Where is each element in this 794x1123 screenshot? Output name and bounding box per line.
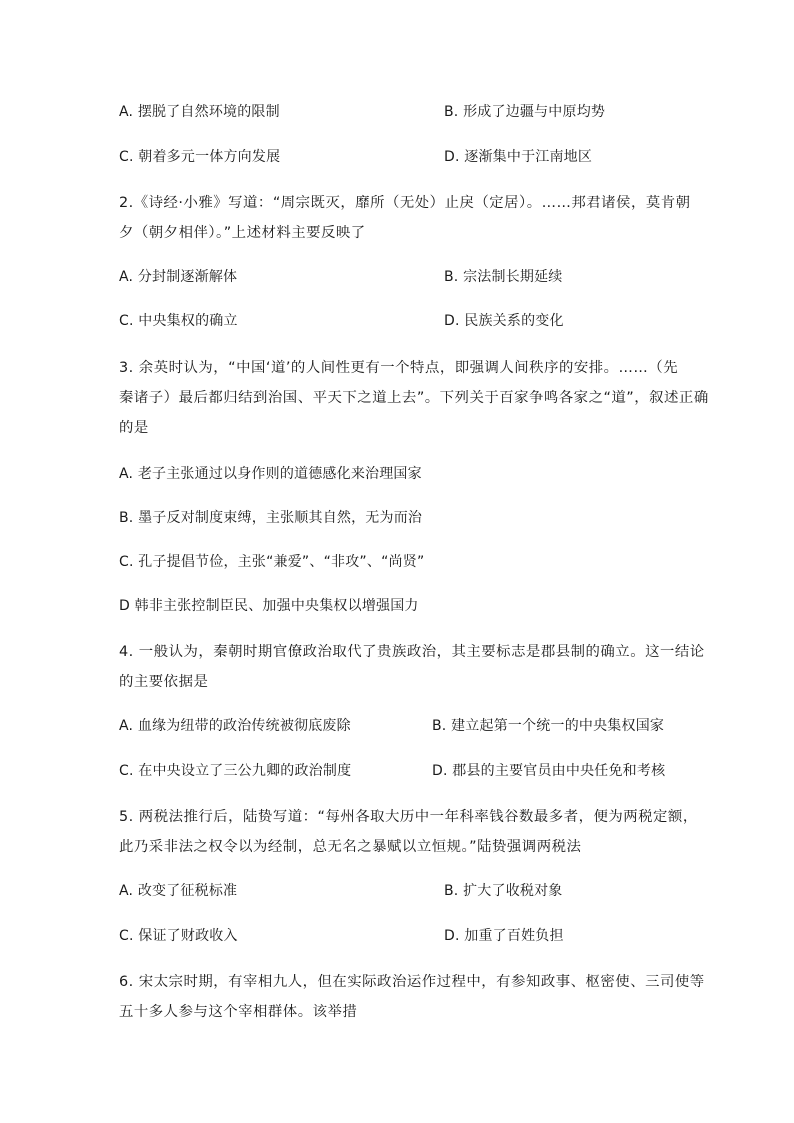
q1-option-b: B. 形成了边疆与中原均势 <box>444 104 606 120</box>
q3-option-b: B. 墨子反对制度束缚，主张顺其自然，无为而治 <box>119 510 423 526</box>
q3-stem-line: 的是 <box>119 420 149 436</box>
q5-option-d: D. 加重了百姓负担 <box>444 928 564 944</box>
q2-stem-line: 2.《诗经·小雅》写道：“周宗既灭，靡所（无处）止戾（定居）。……邦君诸侯，莫肯朝 <box>119 195 691 211</box>
q4-stem-line: 的主要依据是 <box>119 674 209 690</box>
q4-stem-line: 4. 一般认为，秦朝时期官僚政治取代了贵族政治，其主要标志是郡县制的确立。这一结论 <box>119 644 705 660</box>
q3-option-c: C. 孔子提倡节俭，主张“兼爱”、“非攻”、“尚贤” <box>119 554 425 570</box>
q2-stem <box>119 188 691 248</box>
q4-option-d: D. 郡县的主要官员由中央任免和考核 <box>432 763 666 779</box>
q6-stem <box>119 967 705 1027</box>
q5-stem <box>119 802 698 862</box>
q6-stem-line: 6. 宋太宗时期，有宰相九人，但在实际政治运作过程中，有参知政事、枢密使、三司使等 <box>119 974 705 990</box>
q4-option-c: C. 在中央设立了三公九卿的政治制度 <box>119 763 352 779</box>
q3-stem-line: 秦诸子）最后都归结到治国、平天下之道上去”。下列关于百家争鸣各家之“道”，叙述正确 <box>119 390 709 406</box>
q1-option-c: C. 朝着多元一体方向发展 <box>119 149 281 165</box>
q4-option-a: A. 血缘为纽带的政治传统被彻底废除 <box>119 718 351 734</box>
q4-option-b: B. 建立起第一个统一的中央集权国家 <box>432 718 665 734</box>
q3-stem-line: 3. 余英时认为，“中国‘道’的人间性更有一个特点，即强调人间秩序的安排。……（先 <box>119 360 679 376</box>
q2-option-b: B. 宗法制长期延续 <box>444 269 563 285</box>
q3-option-a: A. 老子主张通过以身作则的道德感化来治理国家 <box>119 466 422 482</box>
q3-stem <box>119 353 709 443</box>
q1-option-a: A. 摆脱了自然环境的限制 <box>119 104 280 120</box>
q5-stem-line: 此乃采非法之权令以为经制，总无名之暴赋以立恒规。”陆贽强调两税法 <box>119 839 582 855</box>
q2-option-a: A. 分封制逐渐解体 <box>119 269 238 285</box>
q5-stem-line: 5. 两税法推行后，陆贽写道：“每州各取大历中一年科率钱谷数最多者，便为两税定额， <box>119 809 698 825</box>
q2-stem-line: 夕（朝夕相伴）。”上述材料主要反映了 <box>119 225 366 241</box>
q5-option-b: B. 扩大了收税对象 <box>444 883 563 899</box>
q5-option-c: C. 保证了财政收入 <box>119 928 238 944</box>
q1-option-d: D. 逐渐集中于江南地区 <box>444 149 593 165</box>
q6-stem-line: 五十多人参与这个宰相群体。该举措 <box>119 1004 358 1020</box>
q5-option-a: A. 改变了征税标准 <box>119 883 238 899</box>
q2-option-c: C. 中央集权的确立 <box>119 313 238 329</box>
q4-stem <box>119 637 705 697</box>
q3-option-d: D 韩非主张控制臣民、加强中央集权以增强国力 <box>119 598 419 614</box>
q2-option-d: D. 民族关系的变化 <box>444 313 564 329</box>
